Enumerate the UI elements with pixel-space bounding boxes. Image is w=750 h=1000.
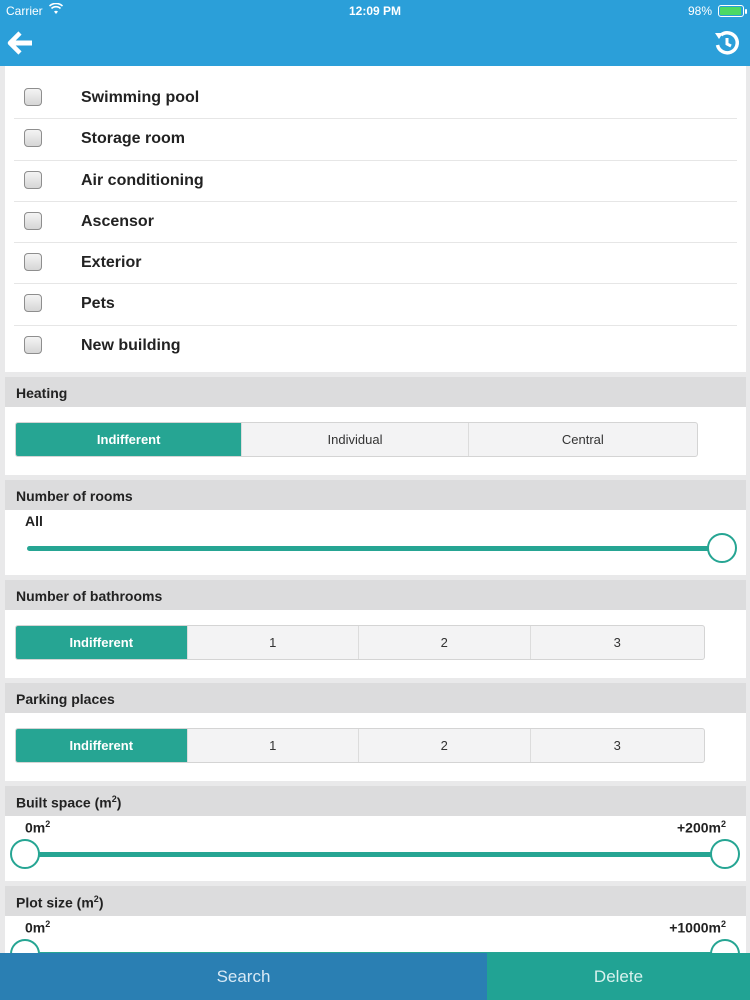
- checkbox[interactable]: [24, 212, 42, 230]
- battery-percent: 98%: [687, 4, 712, 18]
- clock: 12:09 PM: [348, 4, 402, 18]
- parking-option-indifferent[interactable]: Indifferent: [16, 729, 188, 762]
- plot-size-header: [5, 886, 746, 916]
- rooms-value: All: [25, 513, 43, 529]
- feature-label: Pets: [81, 295, 115, 313]
- status-bar: [0, 0, 750, 22]
- feature-label: Ascensor: [81, 212, 154, 230]
- features-list: [5, 66, 746, 372]
- feature-label: Exterior: [81, 254, 142, 272]
- built-space-slider-track[interactable]: [17, 852, 734, 857]
- checkbox[interactable]: [24, 88, 42, 106]
- heating-option-individual[interactable]: Individual: [242, 423, 468, 456]
- parking-option-3[interactable]: 3: [613, 738, 621, 753]
- parking-header: Parking places: [5, 683, 746, 713]
- built-space-header: [5, 786, 746, 816]
- battery-icon: [718, 5, 744, 17]
- heating-segmented-control: [15, 422, 698, 457]
- action-bar: [0, 953, 750, 1000]
- bathrooms-option-indifferent[interactable]: Indifferent: [16, 626, 188, 659]
- top-bar: [0, 0, 750, 66]
- built-space-section: [5, 816, 746, 881]
- rooms-slider-handle[interactable]: [707, 533, 737, 563]
- bathrooms-option-3[interactable]: 3: [613, 635, 621, 650]
- parking-segmented-control: [15, 728, 705, 763]
- built-space-title-sup: 2: [111, 794, 117, 804]
- heating-header: Heating: [5, 377, 746, 407]
- feature-label: New building: [81, 336, 181, 354]
- built-space-max: $+200m^2$: [677, 819, 726, 836]
- bathrooms-option-1[interactable]: 1: [188, 626, 360, 659]
- feature-ascensor[interactable]: [14, 202, 737, 243]
- feature-label: Swimming pool: [81, 89, 200, 106]
- bathrooms-section: [5, 610, 746, 678]
- built-space-min: $0m^2$: [25, 819, 51, 836]
- feature-exterior[interactable]: [14, 243, 737, 284]
- feature-new-building[interactable]: [14, 326, 737, 367]
- feature-storage-room[interactable]: [14, 119, 737, 160]
- search-button[interactable]: Search: [0, 953, 487, 1000]
- carrier-label: Carrier: [6, 4, 43, 18]
- plot-size-title: Plot size (m: [16, 894, 94, 911]
- checkbox[interactable]: [24, 171, 42, 189]
- rooms-section: [5, 510, 746, 575]
- feature-swimming-pool[interactable]: [14, 78, 737, 119]
- built-space-title: Built space (m: [16, 794, 112, 811]
- reset-history-icon[interactable]: [712, 28, 742, 58]
- heating-section: [5, 407, 746, 475]
- plot-size-title-close: ): [98, 894, 104, 911]
- back-arrow-icon[interactable]: [6, 28, 36, 58]
- parking-section: [5, 713, 746, 781]
- parking-option-1[interactable]: 1: [188, 729, 360, 762]
- plot-size-min: $0m^2$: [25, 919, 51, 936]
- feature-label: Storage room: [81, 130, 186, 148]
- parking-option-2[interactable]: 2: [359, 729, 531, 762]
- heating-option-indifferent[interactable]: Indifferent: [16, 423, 242, 456]
- checkbox[interactable]: [24, 294, 42, 312]
- feature-air-conditioning[interactable]: [14, 161, 737, 202]
- bathrooms-option-2[interactable]: 2: [359, 626, 531, 659]
- checkbox[interactable]: [24, 336, 42, 354]
- checkbox[interactable]: [24, 253, 42, 271]
- delete-button[interactable]: Delete: [487, 953, 750, 1000]
- bathrooms-segmented-control: [15, 625, 705, 660]
- feature-pets[interactable]: [14, 284, 737, 325]
- plot-size-max: $+1000m^2$: [669, 919, 726, 936]
- plot-size-title-sup: 2: [93, 894, 99, 904]
- built-space-title-close: ): [116, 794, 122, 811]
- bathrooms-header: Number of bathrooms: [5, 580, 746, 610]
- rooms-header: Number of rooms: [5, 480, 746, 510]
- checkbox[interactable]: [24, 129, 42, 147]
- rooms-slider-track[interactable]: [27, 546, 734, 551]
- feature-label: Air conditioning: [81, 171, 204, 189]
- heating-option-central[interactable]: Central: [561, 432, 604, 447]
- filter-form: [5, 66, 746, 981]
- built-space-min-handle[interactable]: [10, 839, 40, 869]
- built-space-max-handle[interactable]: [710, 839, 740, 869]
